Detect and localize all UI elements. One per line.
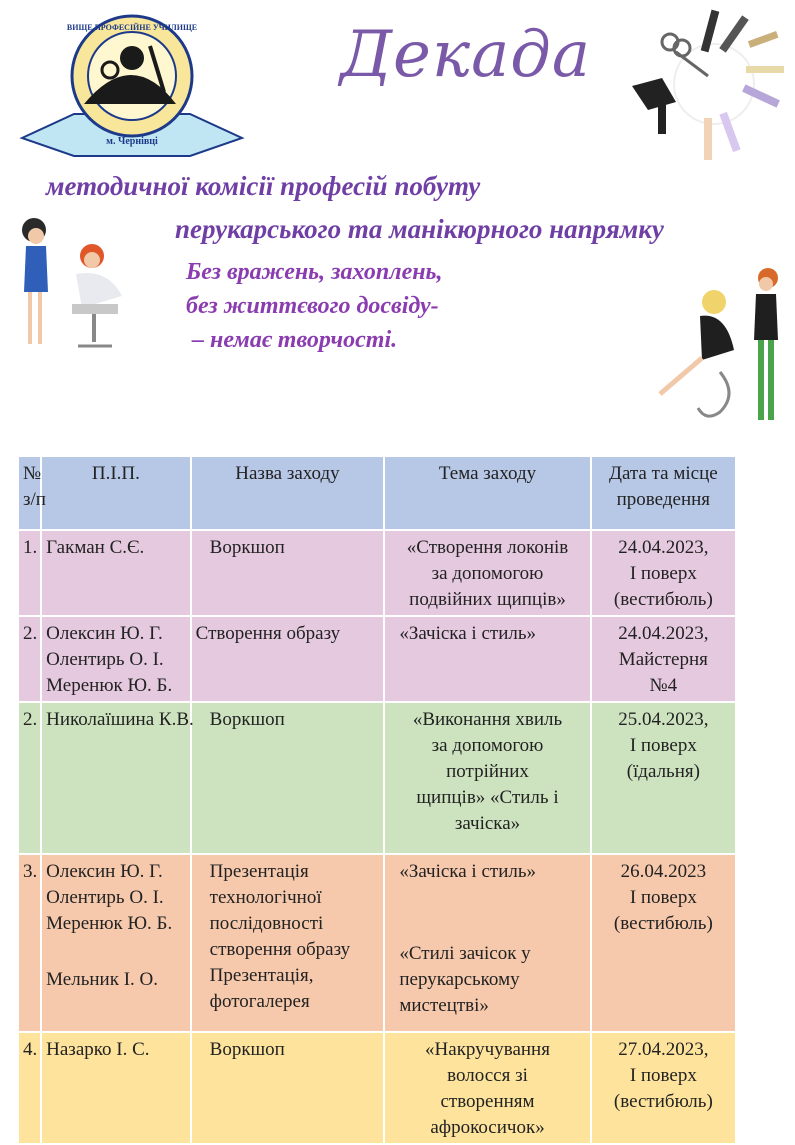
row-date: 24.04.2023, Майстерня №4 — [591, 616, 736, 702]
table-row — [18, 1032, 736, 1144]
row-topic: «Створення локонів за допомогою подвійних щипців» — [384, 530, 590, 616]
row-topic: «Зачіска і стиль» «Стилі зачісок у перукарському мистецтві» — [384, 854, 590, 1032]
events-table — [17, 455, 737, 1145]
row-num: 2. — [18, 702, 41, 854]
row-names: Николаїшина К.В. — [41, 702, 190, 854]
svg-text:ВИЩЕ ПРОФЕСІЙНЕ УЧИЛИЩЕ: ВИЩЕ ПРОФЕСІЙНЕ УЧИЛИЩЕ — [66, 23, 198, 32]
row-date: 26.04.2023 І поверх (вестибюль) — [591, 854, 736, 1032]
header-num: № з/п — [18, 456, 41, 530]
row-names: Назарко І. С. — [41, 1032, 190, 1144]
header-event: Назва заходу — [191, 456, 385, 530]
row-num: 1. — [18, 530, 41, 616]
row-topic: «Зачіска і стиль» — [384, 616, 590, 702]
row-num: 4. — [18, 1032, 41, 1144]
row-names: Олексин Ю. Г. Олентирь О. І. Меренюк Ю. Б. — [41, 616, 190, 702]
table-row — [18, 530, 736, 616]
row-num: 2. — [18, 616, 41, 702]
row-date: 25.04.2023, І поверх (їдальня) — [591, 702, 736, 854]
row-num: 3. — [18, 854, 41, 1032]
quote-line: Без вражень, захоплень, — [186, 259, 443, 285]
row-names: Гакман С.Є. — [41, 530, 190, 616]
row-event: Воркшоп — [191, 530, 385, 616]
hairdresser-tools-illustration — [618, 6, 790, 164]
header-name: П.І.П. — [41, 456, 190, 530]
page-title: Декада — [340, 18, 591, 92]
table-row — [18, 616, 736, 702]
table-header-row — [18, 456, 736, 530]
school-logo — [14, 6, 250, 166]
header-date: Дата та місце проведення — [591, 456, 736, 530]
hairdresser-illustration-left — [12, 212, 162, 362]
hairdresser-illustration-right — [650, 262, 790, 428]
table-row — [18, 854, 736, 1032]
row-date: 27.04.2023, І поверх (вестибюль) — [591, 1032, 736, 1144]
table-row — [18, 702, 736, 854]
subtitle-line-1: методичної комісії професій побуту — [46, 171, 481, 201]
row-event: Презентація технологічної послідовності створення образу Презентація, фотогалерея — [191, 854, 385, 1032]
row-topic: «Виконання хвиль за допомогою потрійних щипців» «Стиль і зачіска» — [384, 702, 590, 854]
row-date: 24.04.2023, І поверх (вестибюль) — [591, 530, 736, 616]
quote — [186, 255, 443, 357]
quote-line: без життєвого досвіду- — [186, 293, 439, 319]
header-topic: Тема заходу — [384, 456, 590, 530]
row-event: Створення образу — [191, 616, 385, 702]
row-event: Воркшоп — [191, 1032, 385, 1144]
row-event: Воркшоп — [191, 702, 385, 854]
row-names: Олексин Ю. Г. Олентирь О. І. Меренюк Ю. Б. Мельник І. О. — [41, 854, 190, 1032]
subtitle-line-2: перукарського та манікюрного напрямку — [175, 214, 664, 244]
svg-text:м. Чернівці: м. Чернівці — [106, 136, 158, 147]
row-topic: «Накручування волосся зі створенням афрокосичок» — [384, 1032, 590, 1144]
quote-line: – немає творчості. — [192, 327, 398, 353]
